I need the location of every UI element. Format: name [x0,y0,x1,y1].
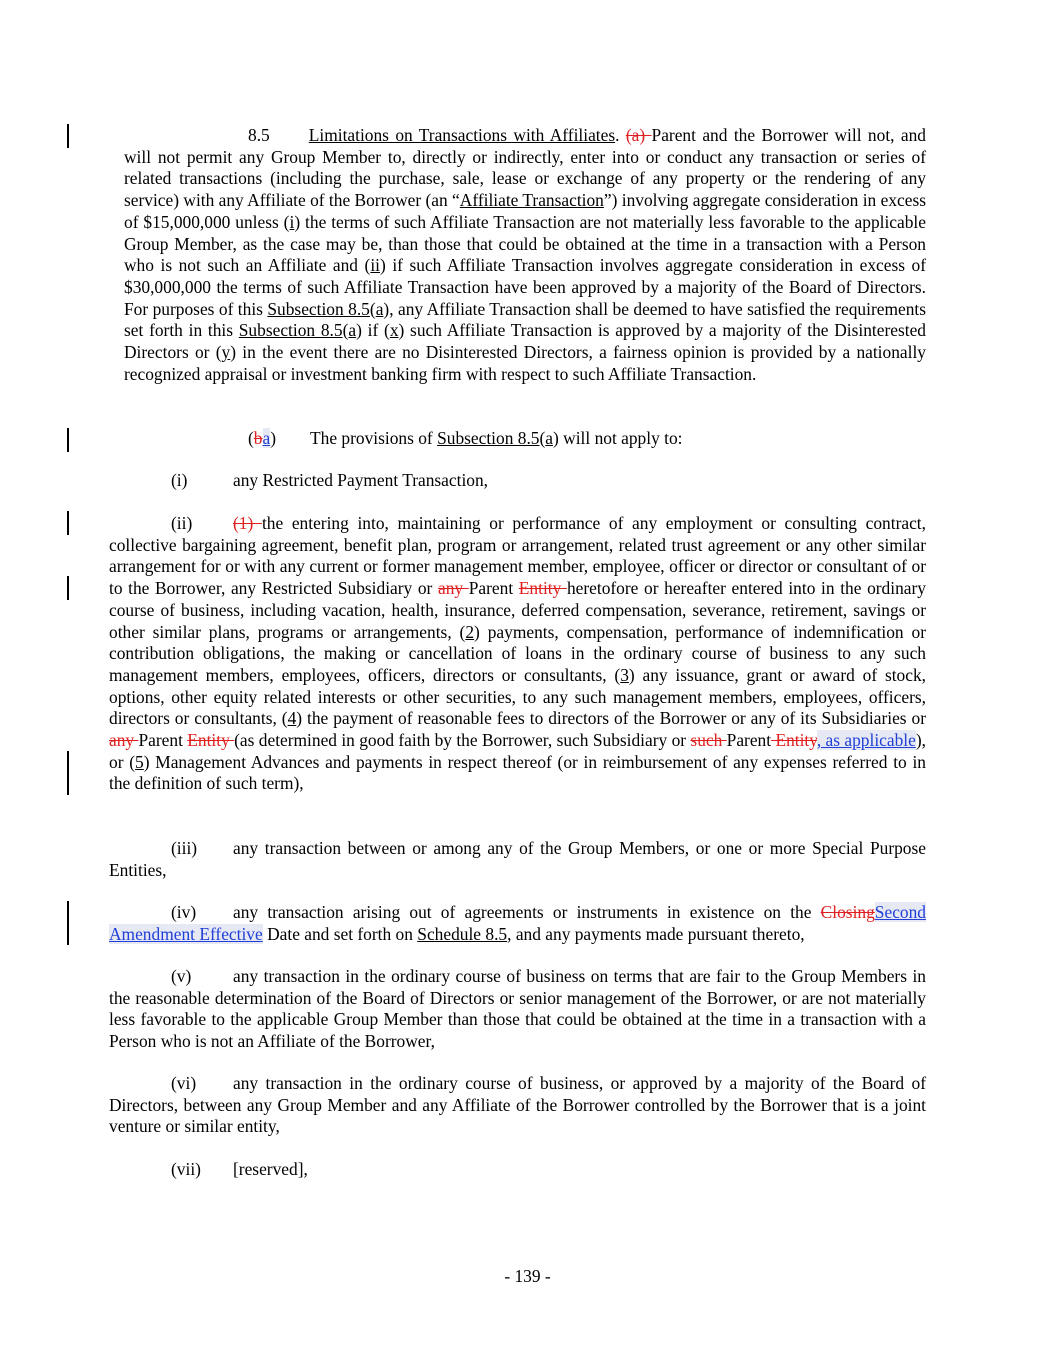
item-number: (ii) [171,513,193,533]
deleted-text: any [109,730,139,751]
change-bar [67,576,69,600]
item-vii: (vii) [reserved], [171,1159,308,1179]
inserted-text: , as applicable [816,730,916,751]
cross-reference: Subsection 8.5 [238,320,343,341]
subsection-a-heading: (ba) The provisions of Subsection 8.5(a) will not apply to: [248,428,683,448]
change-bar [67,751,69,795]
item-v: (v) any transaction in the ordinary course of business on terms that are fair to the Group Members in the reasonable determination of the Board of Directors or senior management of the Borrower, or are not materially less favorable to the applicable Group Member than those that could be obtained at the time in a transaction with a Person who is not an Affiliate of the Borrower, [109,966,926,1052]
item-ii: (ii) (1) the entering into, maintaining or performance of any employment or consulting contract, collective bargaining agreement, benefit plan, program or arrangement, related trust agreement or any other similar arrangement for or with any current or former management member, employee, officer or director or consultant of or to the Borrower, any Restricted Subsidiary or any Parent Entity heretofore or hereafter entered into in the ordinary course of business, including vacation, health, insurance, deferred compensation, severance, retirement, savings or other similar plans, programs or arrangements, (2) payments, compensation, performance of indemnification or contribution obligations, the making or cancellation of loans in the ordinary course of business to any such management members, employees, officers, directors or consultants, (3) any issuance, grant or award of stock, options, other equity related interests or other securities, to any such management members, employees, officers, directors or consultants, (4) the payment of reasonable fees to directors of the Borrower or any of its Subsidiaries or any Parent Entity (as determined in good faith by the Borrower, such Subsidiary or such Parent Entity, as applicable), or (5) Management Advances and payments in respect thereof (or in reimbursement of any expenses referred to in the definition of such term), [109,513,927,794]
item-number: (v) [171,966,192,986]
item-number: (i) [171,470,188,490]
deleted-text: Entity [771,730,817,751]
section-8-5-paragraph: 8.5 Limitations on Transactions with Affiliates. (a) Parent and the Borrower will not, and will not permit any Group Member to, directly or indirectly, enter into or conduct any transaction or series of related transactions (including the purchase, sale, lease or exchange of any property or the rendering of any service) with any Affiliate of the Borrower (an “Affiliate Transaction”) involving aggregate consideration in excess of $15,000,000 unless (i) the terms of such Affiliate Transaction are not materially less favorable to the applicable Group Member, as the case may be, than those that could be obtained at the time in a transaction with a Person who is not such an Affiliate and (ii) if such Affiliate Transaction involves aggregate consideration in excess of $30,000,000 the terms of such Affiliate Transaction have been approved by a majority of the Board of Directors. For purposes of this Subsection 8.5(a), any Affiliate Transaction shall be deemed to have satisfied the requirements set forth in this Subsection 8.5(a) if (x) such Affiliate Transaction is approved by a majority of the Disinterested Directors or (y) in the event there are no Disinterested Directors, a fairness opinion is provided by a nationally recognized appraisal or investment banking firm with respect to such Affiliate Transaction. [124,125,927,384]
deleted-text: (a) [625,125,652,145]
deleted-text: (1) [233,513,262,533]
item-vi: (vi) any transaction in the ordinary course of business, or approved by a majority of the Board of Directors, between any Group Member and any Affiliate of the Borrower controlled by the Borrower that is a joint venture or similar entity, [109,1073,926,1137]
deleted-text: Entity [518,578,567,599]
item-i: (i) any Restricted Payment Transaction, [171,470,489,490]
section-number: 8.5 [248,125,270,145]
deleted-text: Entity [187,730,235,751]
change-bar [67,511,69,535]
item-number: (vii) [171,1159,201,1179]
inserted-text: Second Amendment Effective [109,902,926,944]
change-bar [67,428,69,452]
deleted-text: such [690,730,727,751]
cross-reference: Subsection 8.5 [267,298,370,319]
item-iii: (iii) any transaction between or among any of the Group Members, or one or more Special Purpose Entities, [109,838,926,880]
cross-reference: Subsection 8.5 [437,428,540,448]
change-bar [67,901,69,945]
deleted-text: b [253,428,263,448]
item-iv: (iv) any transaction arising out of agreements or instruments in existence on the ClosingSecond Amendment Effective Date and set forth on Schedule 8.5, and any payments made pursuant thereto, [109,902,926,944]
defined-term: Affiliate Transaction [459,190,604,211]
deleted-text: any [437,578,469,599]
section-title: Limitations on Transactions with Affiliates [308,125,616,145]
schedule-reference: Schedule 8.5 [417,923,508,944]
item-number: (iv) [171,902,197,922]
inserted-text: a [262,428,271,448]
item-number: (vi) [171,1073,197,1093]
page-number: - 139 - [504,1266,551,1286]
item-number: (iii) [171,838,198,858]
deleted-text: Closing [820,902,875,922]
change-bar [67,124,69,148]
